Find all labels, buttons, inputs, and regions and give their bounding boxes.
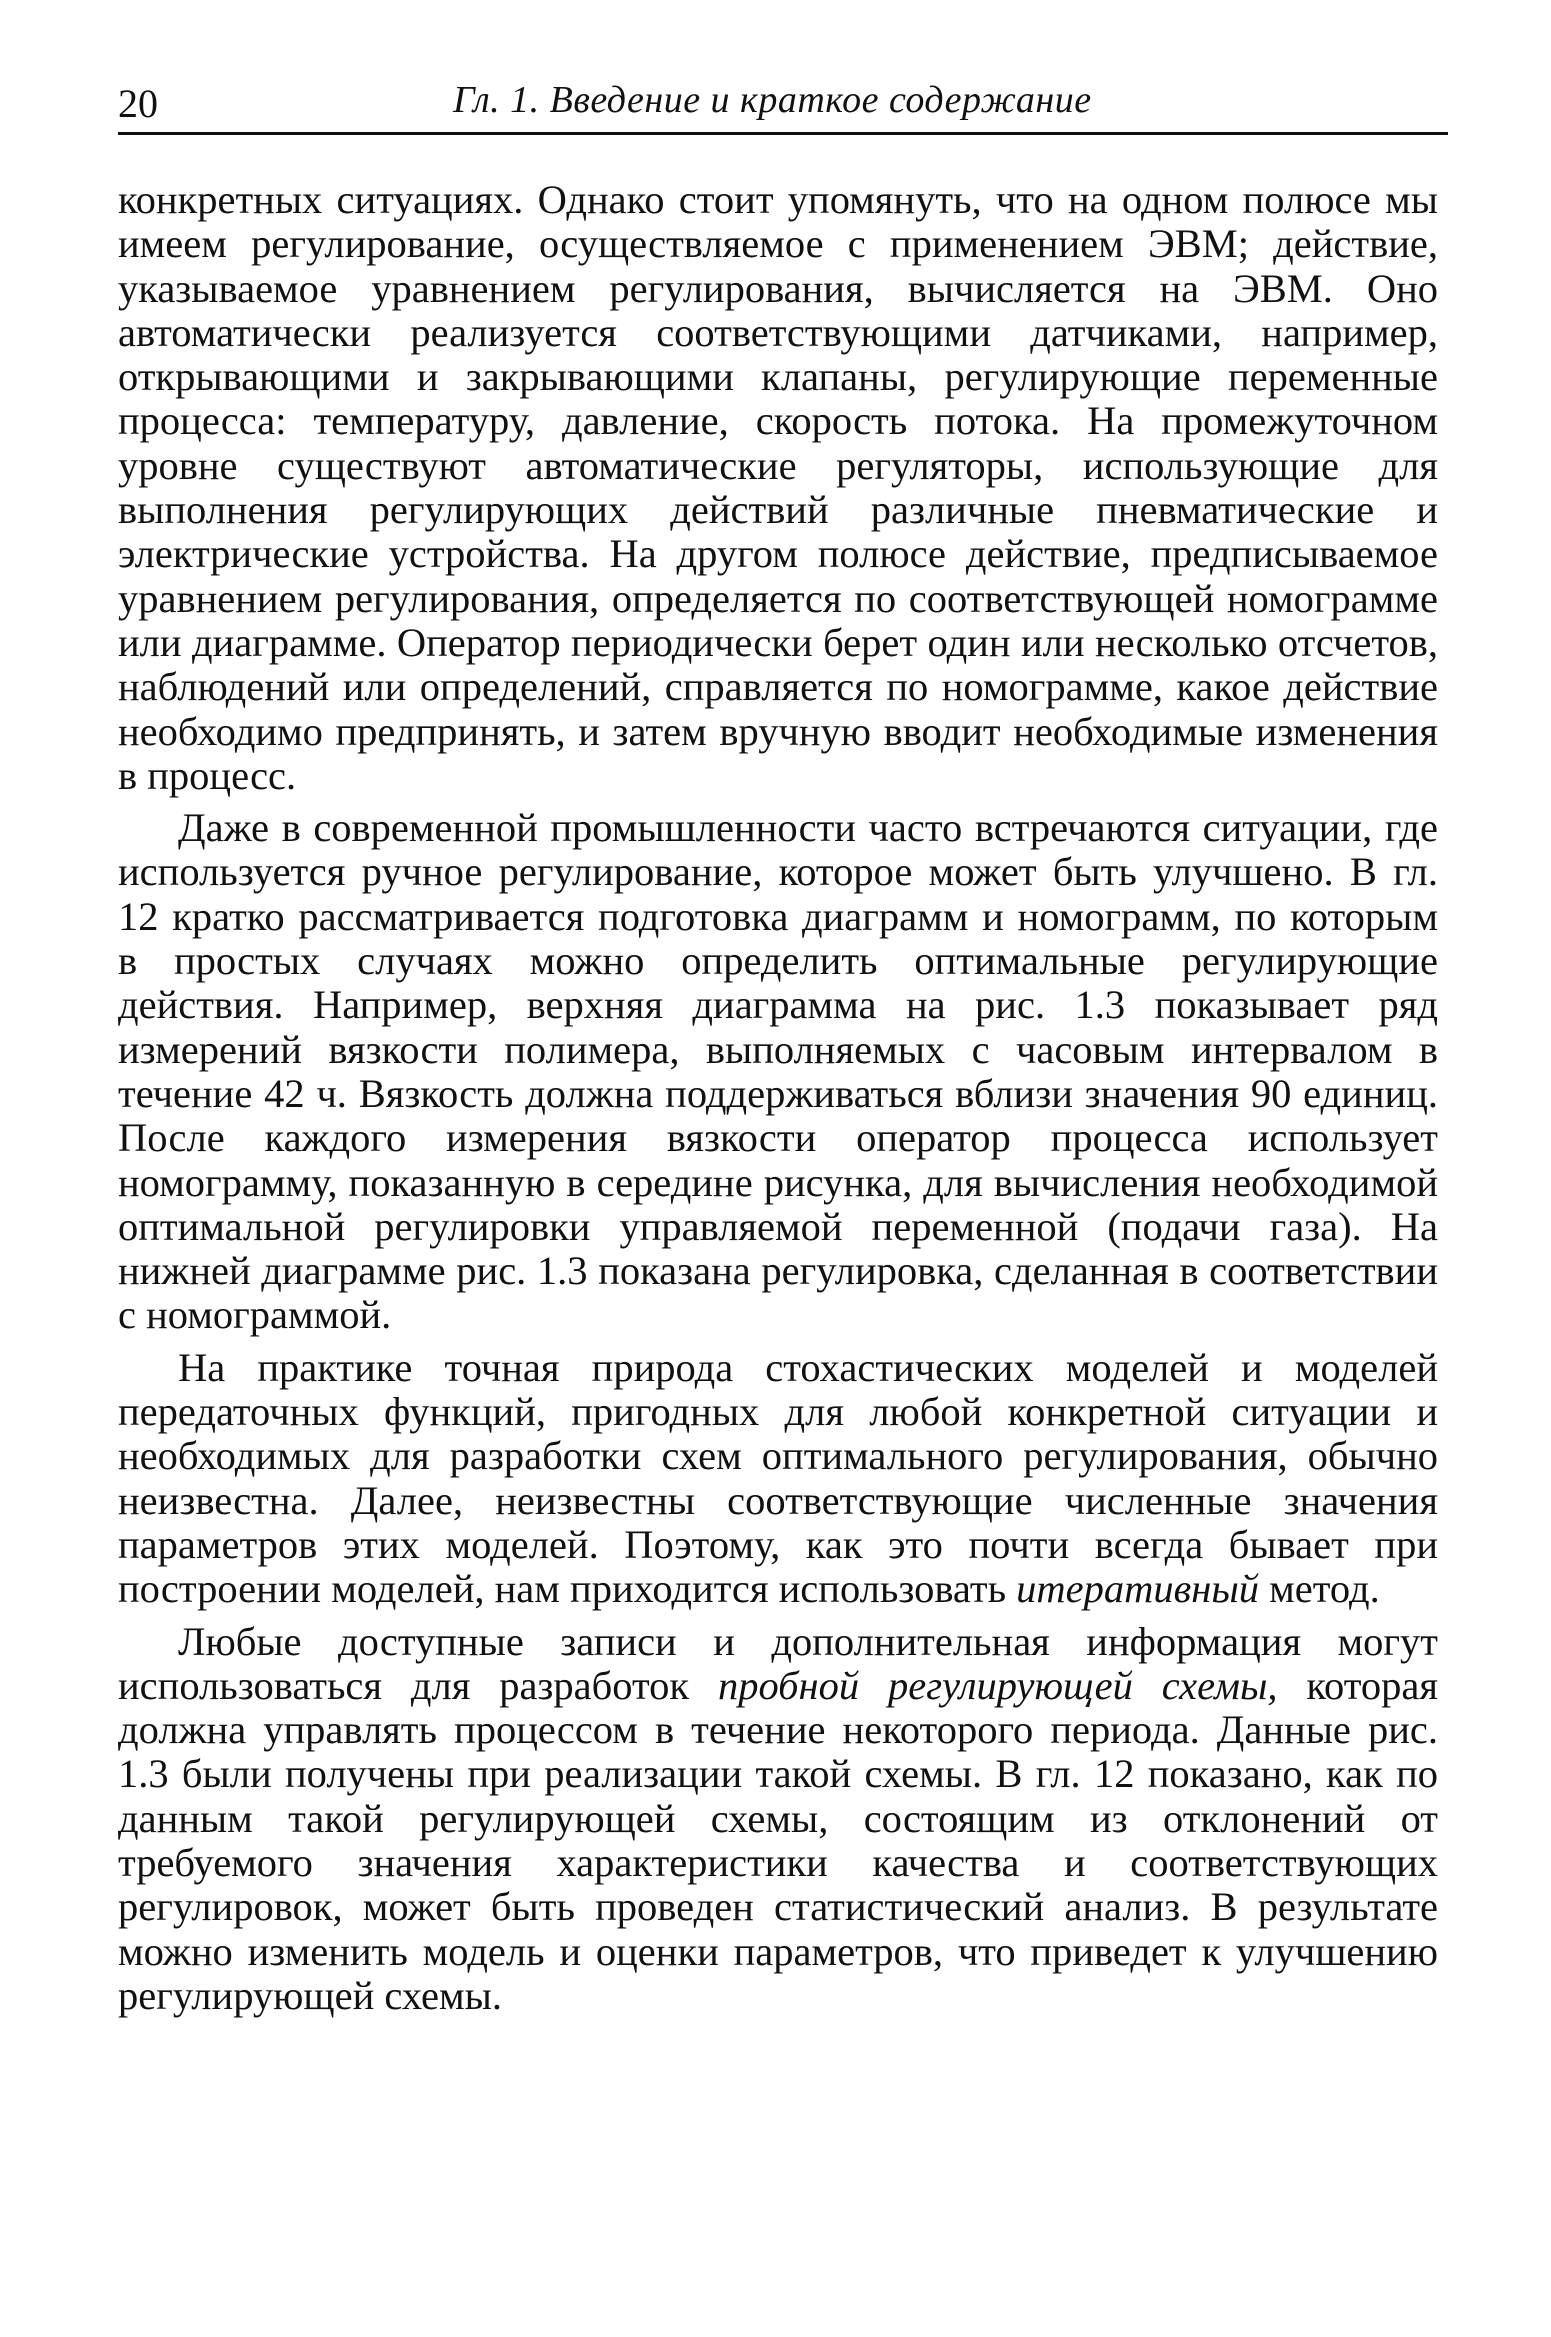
paragraph-4-text-after: которая должна управлять процессом в течение некоторого периода. Данные рис. 1.3 были получены при реализации такой схемы. В гл. 12 показано, как по данным такой регулирующей схемы, состоящим из отклонений от требуемого значения характеристики качества и соответствующих регулировок, может быть проведен статистический анализ. В результате можно изменить модель и оценки параметров, что приведет к улучшению регулирующей схемы.	[118, 1662, 1438, 2018]
paragraph-3-text-after: метод.	[1259, 1566, 1380, 1612]
body-text	[118, 178, 1438, 2026]
page-number: 20	[118, 81, 158, 126]
paragraph-1-text: конкретных ситуациях. Однако стоит упомянуть, что на одном полюсе мы имеем регулирование, осуществляемое с применением ЭВМ; действие, указываемое уравнением регулирования, вычисляется на ЭВМ. Оно автоматически реализуется соответствующими датчиками, например, открывающими и закрывающими клапаны, регулирующие переменные процесса: температуру, давление, скорость потока. На промежуточном уровне существуют автоматические регуляторы, использующие для выполнения регулирующих действий различные пневматические и электрические устройства. На другом полюсе действие, предписываемое уравнением регулирования, определяется по соответствующей номограмме или диаграмме. Оператор периодически берет один или несколько отсчетов, наблюдений или определений, справляется по номограмме, какое действие необходимо предпринять, и затем вручную вводит необходимые изменения в процесс.	[118, 177, 1438, 798]
paragraph-3	[118, 1346, 1438, 1612]
running-title: Гл. 1. Введение и краткое содержание	[453, 79, 1092, 121]
paragraph-3-emphasis: итеративный	[1016, 1566, 1259, 1612]
paragraph-3-text-before: На практике точная природа стохастических моделей и моделей передаточных функций, пригодных для любой конкретной ситуации и необходимых для разработки схем оптимального регулирования, обычно неизвестна. Далее, неизвестны соответствующие численные значения параметров этих моделей. Поэтому, как это почти всегда бывает при построении моделей, нам приходится использовать	[118, 1344, 1438, 1612]
paragraph-2-text: Даже в современной промышленности часто встречаются ситуации, где используется ручное регулирование, которое может быть улучшено. В гл. 12 кратко рассматривается подготовка диаграмм и номограмм, по которым в простых случаях можно определить оптимальные регулирующие действия. Например, верхняя диаграмма на рис. 1.3 показывает ряд измерений вязкости полимера, выполняемых с часовым интервалом в течение 42 ч. Вязкость должна поддерживаться вблизи значения 90 единиц. После каждого измерения вязкости оператор процесса использует номограмму, показанную в середине рисунка, для вычисления необходимой оптимальной регулировки управляемой переменной (подачи газа). На нижней диаграмме рис. 1.3 показана регулировка, сделанная в соответствии с номограммой.	[118, 805, 1438, 1338]
paragraph-4-text-before: Любые доступные записи и дополнительная информация могут использоваться для разработок	[118, 1618, 1438, 1708]
paragraph-1	[118, 178, 1438, 798]
paragraph-4	[118, 1620, 1438, 2019]
page-header	[118, 66, 1448, 136]
paragraph-2	[118, 806, 1438, 1338]
header-rule	[118, 132, 1448, 135]
paragraph-4-emphasis: пробной регулирующей схемы,	[717, 1662, 1278, 1708]
